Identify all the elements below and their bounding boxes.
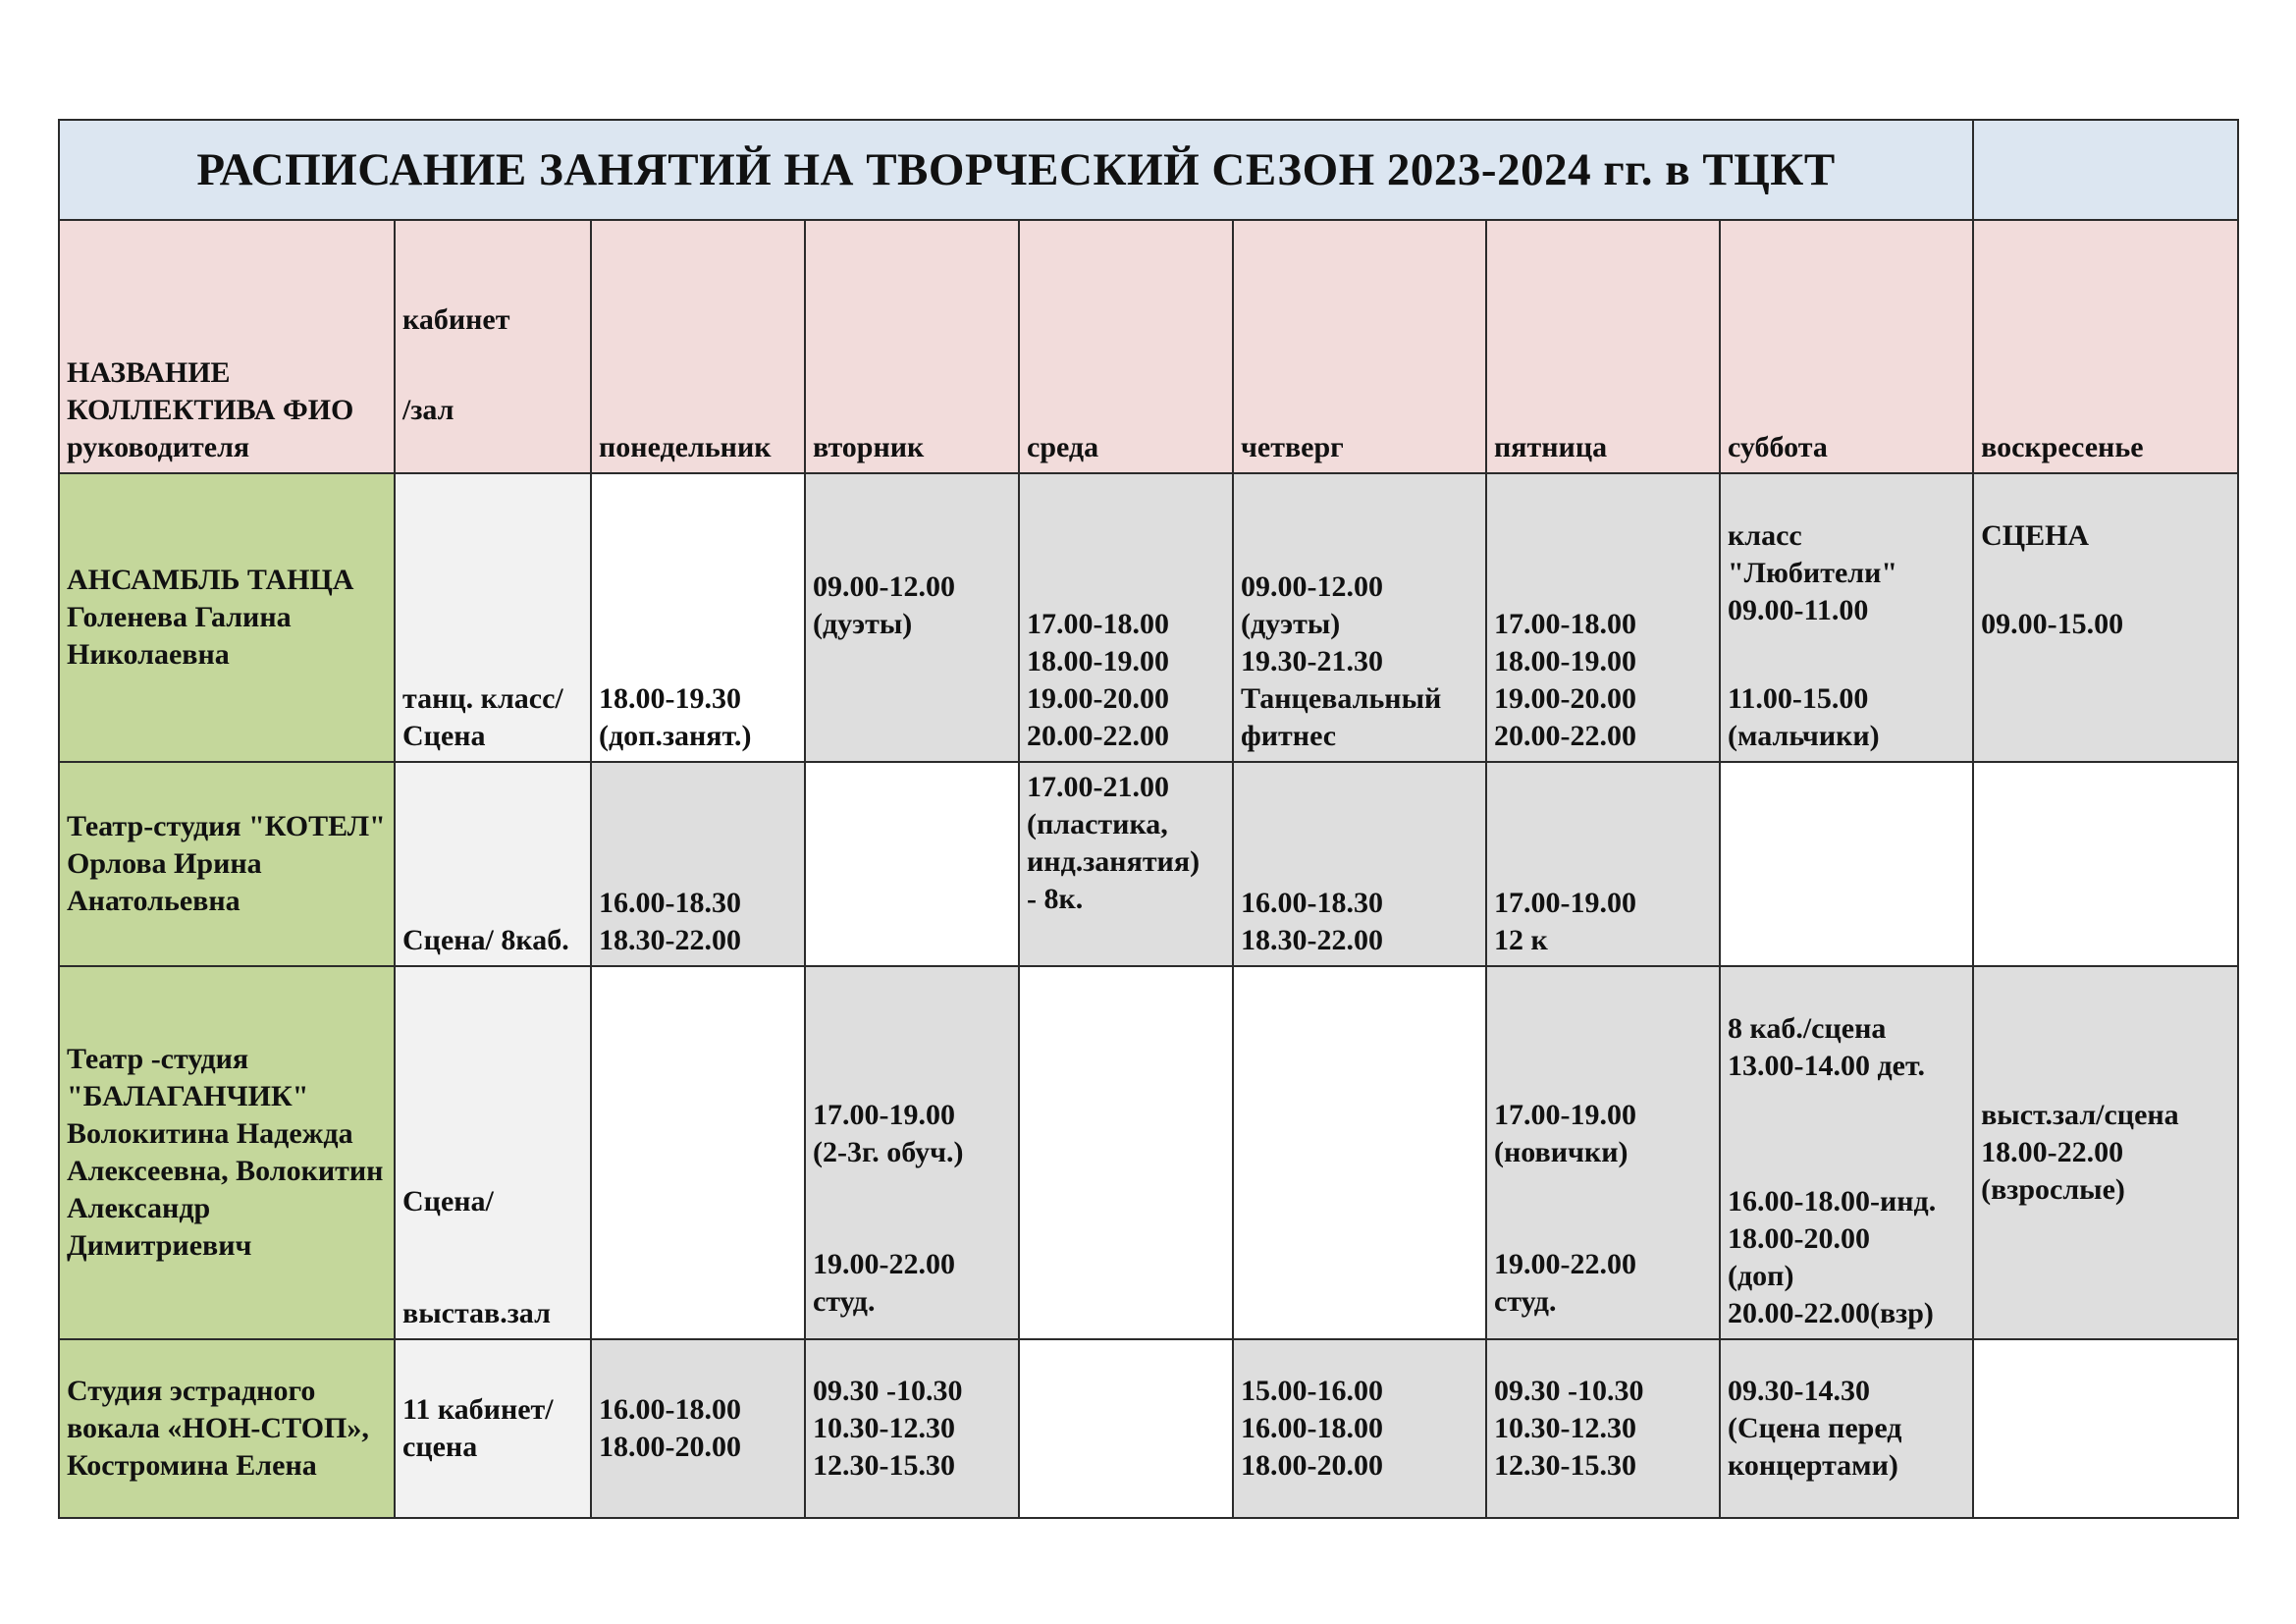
thursday-cell: 15.00-16.00 16.00-18.00 18.00-20.00	[1233, 1339, 1486, 1518]
room-cell: 11 кабинет/ сцена	[395, 1339, 591, 1518]
friday-text-a: 17.00-19.00 (новички)	[1494, 1099, 1636, 1168]
saturday-cell	[1720, 762, 1973, 966]
sunday-cell: выст.зал/сцена 18.00-22.00 (взрослые)	[1973, 966, 2238, 1339]
sunday-text-b: 09.00-15.00	[1981, 608, 2124, 640]
saturday-text-a: класс "Любители" 09.00-11.00	[1728, 519, 1898, 626]
friday-cell	[1486, 966, 1720, 1339]
header-thursday: четверг	[1233, 220, 1486, 473]
monday-cell: 18.00-19.30 (доп.занят.)	[591, 473, 805, 762]
monday-cell: 16.00-18.00 18.00-20.00	[591, 1339, 805, 1518]
wednesday-cell: 17.00-18.00 18.00-19.00 19.00-20.00 20.00-22.00	[1019, 473, 1233, 762]
header-room-line2: /зал	[402, 394, 454, 426]
tuesday-text: 09.00-12.00 (дуэты)	[813, 570, 955, 640]
saturday-cell	[1720, 473, 1973, 762]
title-empty-cell	[1973, 120, 2238, 220]
tuesday-cell	[805, 966, 1019, 1339]
group-name: АНСАМБЛЬ ТАНЦА Голенева Галина Николаевна	[59, 473, 395, 762]
wednesday-cell	[1019, 966, 1233, 1339]
header-sunday: воскресенье	[1973, 220, 2238, 473]
sunday-cell	[1973, 1339, 2238, 1518]
header-tuesday: вторник	[805, 220, 1019, 473]
saturday-cell	[1720, 966, 1973, 1339]
group-name: Театр-студия "КОТЕЛ" Орлова Ирина Анатольевна	[59, 762, 395, 966]
header-room-line1: кабинет	[402, 303, 510, 336]
room-cell: танц. класс/ Сцена	[395, 473, 591, 762]
table-row	[59, 762, 2238, 966]
monday-cell	[591, 966, 805, 1339]
friday-cell: 17.00-18.00 18.00-19.00 19.00-20.00 20.00-22.00	[1486, 473, 1720, 762]
header-row	[59, 220, 2238, 473]
room-text-b: выстав.зал	[402, 1297, 551, 1329]
header-wednesday: среда	[1019, 220, 1233, 473]
friday-cell: 17.00-19.00 12 к	[1486, 762, 1720, 966]
saturday-text-b: 16.00-18.00-инд. 18.00-20.00 (доп) 20.00-22.00(взр)	[1728, 1185, 1937, 1329]
tuesday-text-a: 17.00-19.00 (2-3г. обуч.)	[813, 1099, 964, 1168]
header-name: НАЗВАНИЕ КОЛЛЕКТИВА ФИО руководителя	[59, 220, 395, 473]
wednesday-cell	[1019, 1339, 1233, 1518]
tuesday-cell	[805, 762, 1019, 966]
saturday-cell: 09.30-14.30 (Сцена перед концертами)	[1720, 1339, 1973, 1518]
room-cell: Сцена/ 8каб.	[395, 762, 591, 966]
header-saturday: суббота	[1720, 220, 1973, 473]
header-room	[395, 220, 591, 473]
table-row	[59, 473, 2238, 762]
monday-cell: 16.00-18.30 18.30-22.00	[591, 762, 805, 966]
sunday-cell	[1973, 762, 2238, 966]
friday-text-b: 19.00-22.00 студ.	[1494, 1248, 1636, 1318]
group-name: Театр -студия "БАЛАГАНЧИК" Волокитина Надежда Алексеевна, Волокитин Александр Димитриевич	[59, 966, 395, 1339]
room-cell	[395, 966, 591, 1339]
tuesday-text-b: 19.00-22.00 студ.	[813, 1248, 955, 1318]
group-name: Студия эстрадного вокала «НОН-СТОП», Костромина Елена	[59, 1339, 395, 1518]
sunday-cell	[1973, 473, 2238, 762]
tuesday-cell: 09.30 -10.30 10.30-12.30 12.30-15.30	[805, 1339, 1019, 1518]
saturday-text-a: 8 каб./сцена 13.00-14.00 дет.	[1728, 1012, 1925, 1082]
table-row	[59, 966, 2238, 1339]
sunday-text-a: СЦЕНА	[1981, 519, 2090, 552]
room-text-a: Сцена/	[402, 1185, 494, 1218]
wednesday-cell: 17.00-21.00 (пластика, инд.занятия) - 8к.	[1019, 762, 1233, 966]
thursday-cell: 16.00-18.30 18.30-22.00	[1233, 762, 1486, 966]
page-title: РАСПИСАНИЕ ЗАНЯТИЙ НА ТВОРЧЕСКИЙ СЕЗОН 2023-2024 гг. в ТЦКТ	[59, 120, 1973, 220]
header-friday: пятница	[1486, 220, 1720, 473]
header-monday: понедельник	[591, 220, 805, 473]
thursday-cell: 09.00-12.00 (дуэты) 19.30-21.30 Танцевальный фитнес	[1233, 473, 1486, 762]
friday-cell: 09.30 -10.30 10.30-12.30 12.30-15.30	[1486, 1339, 1720, 1518]
tuesday-cell	[805, 473, 1019, 762]
thursday-cell	[1233, 966, 1486, 1339]
schedule-sheet	[58, 119, 2237, 1519]
table-row	[59, 1339, 2238, 1518]
schedule-table	[58, 119, 2239, 1519]
saturday-text-b: 11.00-15.00 (мальчики)	[1728, 682, 1880, 752]
title-row	[59, 120, 2238, 220]
